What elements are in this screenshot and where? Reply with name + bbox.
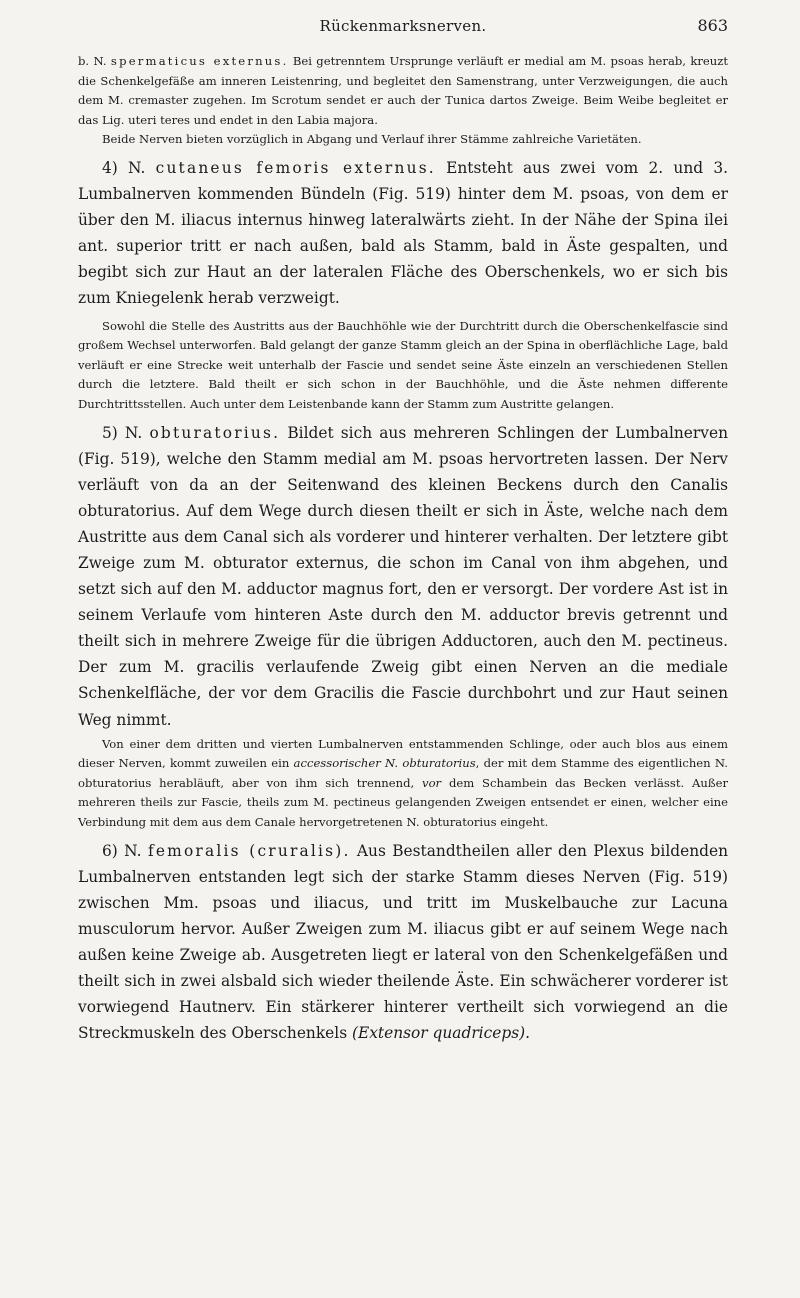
paragraph-cutaneus-femoris — [78, 155, 728, 312]
paragraph-text: Bei getrenntem Ursprunge verläuft er medial am M. psoas herab, kreuzt die Schenkelgefäße am inneren Leistenring, und begleitet den Samenstrang, unter Verzweigungen, die auch dem M. cremaster zugehen. Im Scrotum sendet er auch der Tunica dartos Zweige. Beim Weibe begleitet er das Lig. uteri teres und endet in den Labia majora. — [78, 54, 728, 127]
paragraph-obturatorius — [78, 420, 728, 733]
paragraph-text: Aus Bestandtheilen aller den Plexus bildenden Lumbalnerven entstanden legt sich der starke Stamm dieses Nerven (Fig. 519) zwischen Mm. psoas und iliacus, und tritt im Muskelbauche zur Lacuna musculorum hervor. Außer Zweigen zum M. iliacus gibt er auf seinem Wege nach außen keine Zweige ab. Ausgetreten liegt er lateral von den Schenkelgefäßen und theilt sich in zwei alsbald sich wieder theilende Äste. Ein schwächerer vorderer ist vorwiegend Hautnerv. Ein stärkerer hinterer vertheilt sich vorwiegend an die Streckmuskeln des Oberschenkels — [78, 841, 728, 1043]
nerve-name: spermaticus externus. — [110, 54, 289, 68]
page-number: 863 — [697, 16, 728, 35]
italic-term: accessorischer N. obturatorius — [293, 756, 476, 771]
paragraph-spermaticus-externus — [78, 52, 728, 130]
paragraph-lead: 5) N. — [102, 423, 150, 442]
body-text — [78, 52, 728, 1046]
paragraph-text: Entsteht aus zwei vom 2. und 3. Lumbalnerven kommenden Bündeln (Fig. 519) hinter dem M. psoas, von dem er über den M. iliacus internus hinweg lateralwärts zieht. In der Nähe der Spina ilei ant. superior tritt er nach außen, bald als Stamm, bald in Äste gespalten, und begibt sich zur Haut an der lateralen Fläche des Oberschenkels, wo er sich bis zum Kniegelenk herab verzweigt. — [78, 158, 728, 308]
paragraph-text: Sowohl die Stelle des Austritts aus der Bauchhöhle wie der Durchtritt durch die Oberschenkelfascie sind großem Wechsel unterworfen. Bald gelangt der ganze Stamm gleich an der Spina in oberflächliche Lage, bald verläuft er eine Strecke weit unterhalb der Fascie und sendet seine Äste einzeln an verschiedenen Stellen durch die letztere. Bald theilt er sich schon in der Bauchhöhle, und die Äste nehmen differente Durchtrittsstellen. Auch unter dem Leistenbande kann der Stamm zum Austritte gelangen. — [78, 318, 728, 411]
paragraph-tail: . — [525, 1024, 530, 1043]
paragraph-text: , der mit dem Stamme des eigentlichen N. obturatorius herabläuft, aber von ihm sich trennend, — [78, 756, 728, 790]
paragraph-lead: 4) N. — [102, 158, 156, 177]
italic-term: (Extensor quadriceps) — [352, 1024, 526, 1043]
paragraph-text: Von einer dem dritten und vierten Lumbalnerven entstammenden Schlinge, oder auch blos aus einem dieser Nerven, kommt zuweilen ein — [78, 736, 728, 771]
running-title: Rückenmarksnerven. — [319, 17, 487, 35]
paragraph-lead: 6) N. — [102, 841, 148, 860]
paragraph-text: Bildet sich aus mehreren Schlingen der Lumbalnerven (Fig. 519), welche den Stamm medial am M. psoas hervortreten lassen. Der Nerv verläuft von da an der Seitenwand des kleinen Beckens durch den Canalis obturatorius. Auf dem Wege durch diesen theilt er sich in Äste, welche nach dem Austritte aus dem Canal sich als vorderer und hinterer verhalten. Der letztere gibt Zweige zum M. obturator externus, die schon im Canal von ihm abgehen, und setzt sich auf den M. adductor magnus fort, den er versorgt. Der vordere Ast ist in seinem Verlaufe vom hinteren Aste durch den M. adductor brevis getrennt und theilt sich in mehrere Zweige für die übrigen Adductoren, auch den M. pectineus. Der zum M. gracilis verlaufende Zweig gibt einen Nerven an die mediale Schenkelfläche, der vor dem Gracilis die Fascie durchbohrt und zur Haut seinen Weg nimmt. — [78, 423, 728, 729]
page-header — [78, 0, 728, 52]
paragraph-lead: b. N. — [78, 54, 111, 68]
italic-term: vor — [422, 775, 442, 790]
nerve-name: obturatorius. — [149, 423, 281, 442]
paragraph-text: Beide Nerven bieten vorzüglich in Abgang und Verlauf ihrer Stämme zahlreiche Varietäten. — [102, 132, 642, 147]
paragraph-varietaeten — [78, 130, 728, 150]
paragraph-text: dem Schambein das Becken verlässt. Außer mehreren theils zur Fascie, theils zum M. pectineus gelangenden Zweigen entsendet er einen, welcher eine Verbindung mit dem aus dem Canale hervorgetretenen N. obturatorius eingeht. — [78, 775, 728, 829]
nerve-name: cutaneus femoris externus. — [155, 158, 436, 177]
paragraph-femoralis — [78, 838, 728, 1047]
paragraph-austritt-note — [78, 317, 728, 415]
paragraph-accessorius-note — [78, 735, 728, 833]
nerve-name: femoralis (cruralis). — [147, 841, 351, 860]
